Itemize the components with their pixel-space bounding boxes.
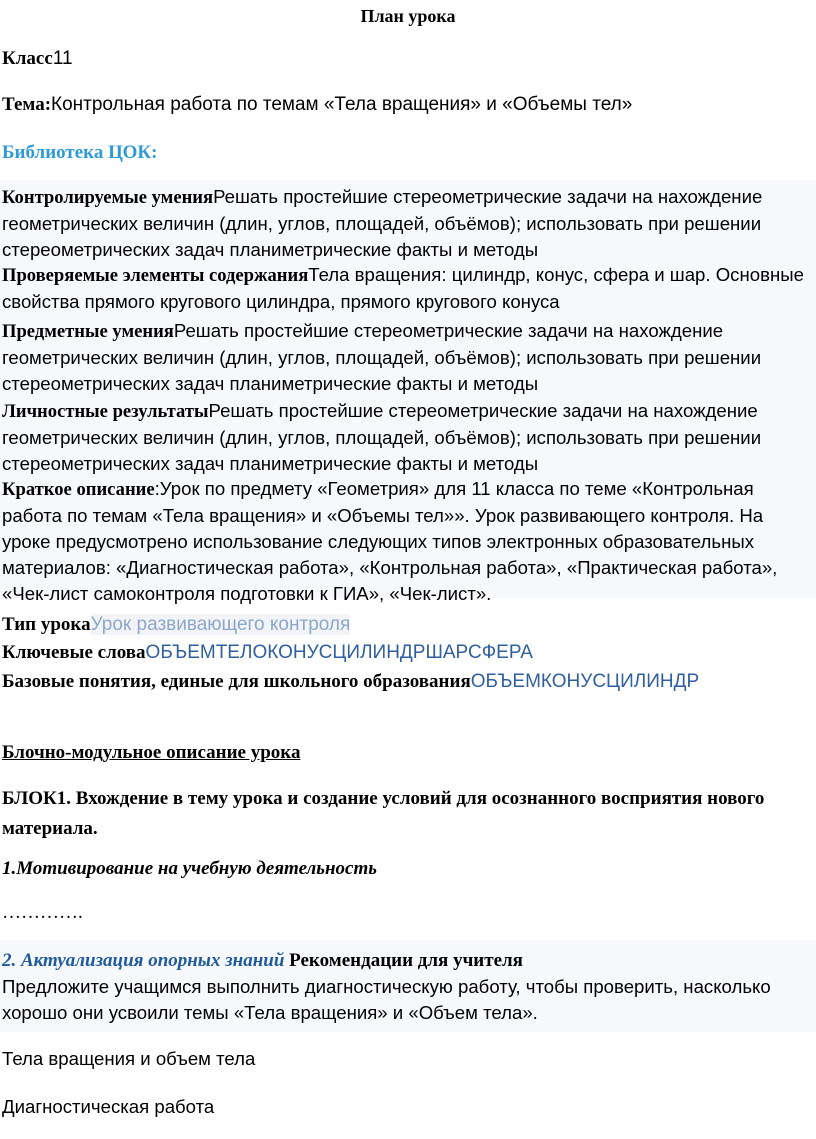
basic-concepts-line: [2, 671, 699, 693]
lesson-type-label: Тип урока: [2, 614, 91, 635]
section-text: Тела вращения: цилиндр, конус, сфера и шар. Основные свойства прямого кругового цилиндра, прямого кругового конуса: [2, 264, 804, 312]
actualization-label: 2. Актуализация опорных знаний: [2, 950, 285, 971]
section-label: Личностные результаты: [2, 401, 209, 422]
section-label: Предметные умения: [2, 321, 174, 342]
section-label: Проверяемые элементы содержания: [2, 265, 309, 286]
section-label: Контролируемые умения: [2, 187, 214, 208]
section-text: Решать простейшие стереометрические задачи на нахождение геометрических величин (длин, углов, площадей, объёмов); использовать при решении стереометрических задач планиметрические факты и методы: [2, 186, 763, 260]
motivation-heading: 1.Мотивирование на учебную деятельность: [2, 858, 377, 879]
recommendation-text: Предложите учащимся выполнить диагностическую работу, чтобы проверить, насколько хорошо они усвоили темы «Тела вращения» и «Объем тела».: [2, 976, 771, 1023]
section-subject-skills: [2, 318, 814, 397]
class-line: [2, 48, 73, 70]
lesson-type-line: [2, 614, 350, 636]
section-text: Решать простейшие стереометрические задачи на нахождение геометрических величин (длин, углов, площадей, объёмов); использовать при решении стереометрических задач планиметрические факты и методы: [2, 400, 762, 474]
lesson-type-value: Урок развивающего контроля: [90, 614, 351, 635]
body-line-rotation-volume: Тела вращения и объем тела: [2, 1048, 256, 1069]
ellipsis-placeholder: ………….: [2, 902, 83, 923]
basic-concepts-value: ОБЪЕМКОНУСЦИЛИНДР: [470, 671, 700, 692]
topic-line: [2, 94, 632, 116]
keywords-label: Ключевые слова: [2, 642, 146, 663]
topic-label: Тема:: [2, 94, 52, 115]
block1-heading: БЛОК1. Вхождение в тему урока и создание условий для осознанного восприятия нового материала.: [2, 788, 765, 839]
body-line-diagnostic-work: Диагностическая работа: [2, 1096, 215, 1117]
actualization-line: [2, 950, 523, 972]
section-personal-results: [2, 398, 814, 477]
keywords-value: ОБЪЕМТЕЛОКОНУСЦИЛИНДРШАРСФЕРА: [145, 642, 533, 663]
teacher-recommendations-label: Рекомендации для учителя: [289, 950, 523, 971]
page-title: План урока: [360, 6, 456, 26]
basic-concepts-label: Базовые понятия, единые для школьного образования: [2, 671, 471, 692]
section-label: Краткое описание: [2, 479, 155, 500]
library-label: Библиотека ЦОК:: [2, 142, 158, 163]
section-controlled-skills: [2, 184, 814, 263]
keywords-line: [2, 642, 533, 664]
section-text: Решать простейшие стереометрические задачи на нахождение геометрических величин (длин, углов, площадей, объёмов); использовать при решении стереометрических задач планиметрические факты и методы: [2, 320, 762, 394]
module-heading: Блочно-модульное описание урока: [2, 742, 301, 763]
section-short-description: [2, 476, 814, 607]
section-text: :Урок по предмету «Геометрия» для 11 класса по теме «Контрольная работа по темам «Тела вращения» и «Объемы тел»». Урок развивающего контроля. На уроке предусмотрено использование следующих типов электронных образовательных материалов: «Диагностическая работа», «Контрольная работа», «Практическая работа», «Чек-лист самоконтроля подготовки к ГИА», «Чек-лист».: [2, 478, 778, 604]
class-value: 11: [52, 48, 73, 69]
section-checked-elements: [2, 262, 814, 315]
class-label: Класс: [2, 48, 53, 69]
topic-value: Контрольная работа по темам «Тела вращения» и «Объемы тел»: [51, 94, 633, 115]
